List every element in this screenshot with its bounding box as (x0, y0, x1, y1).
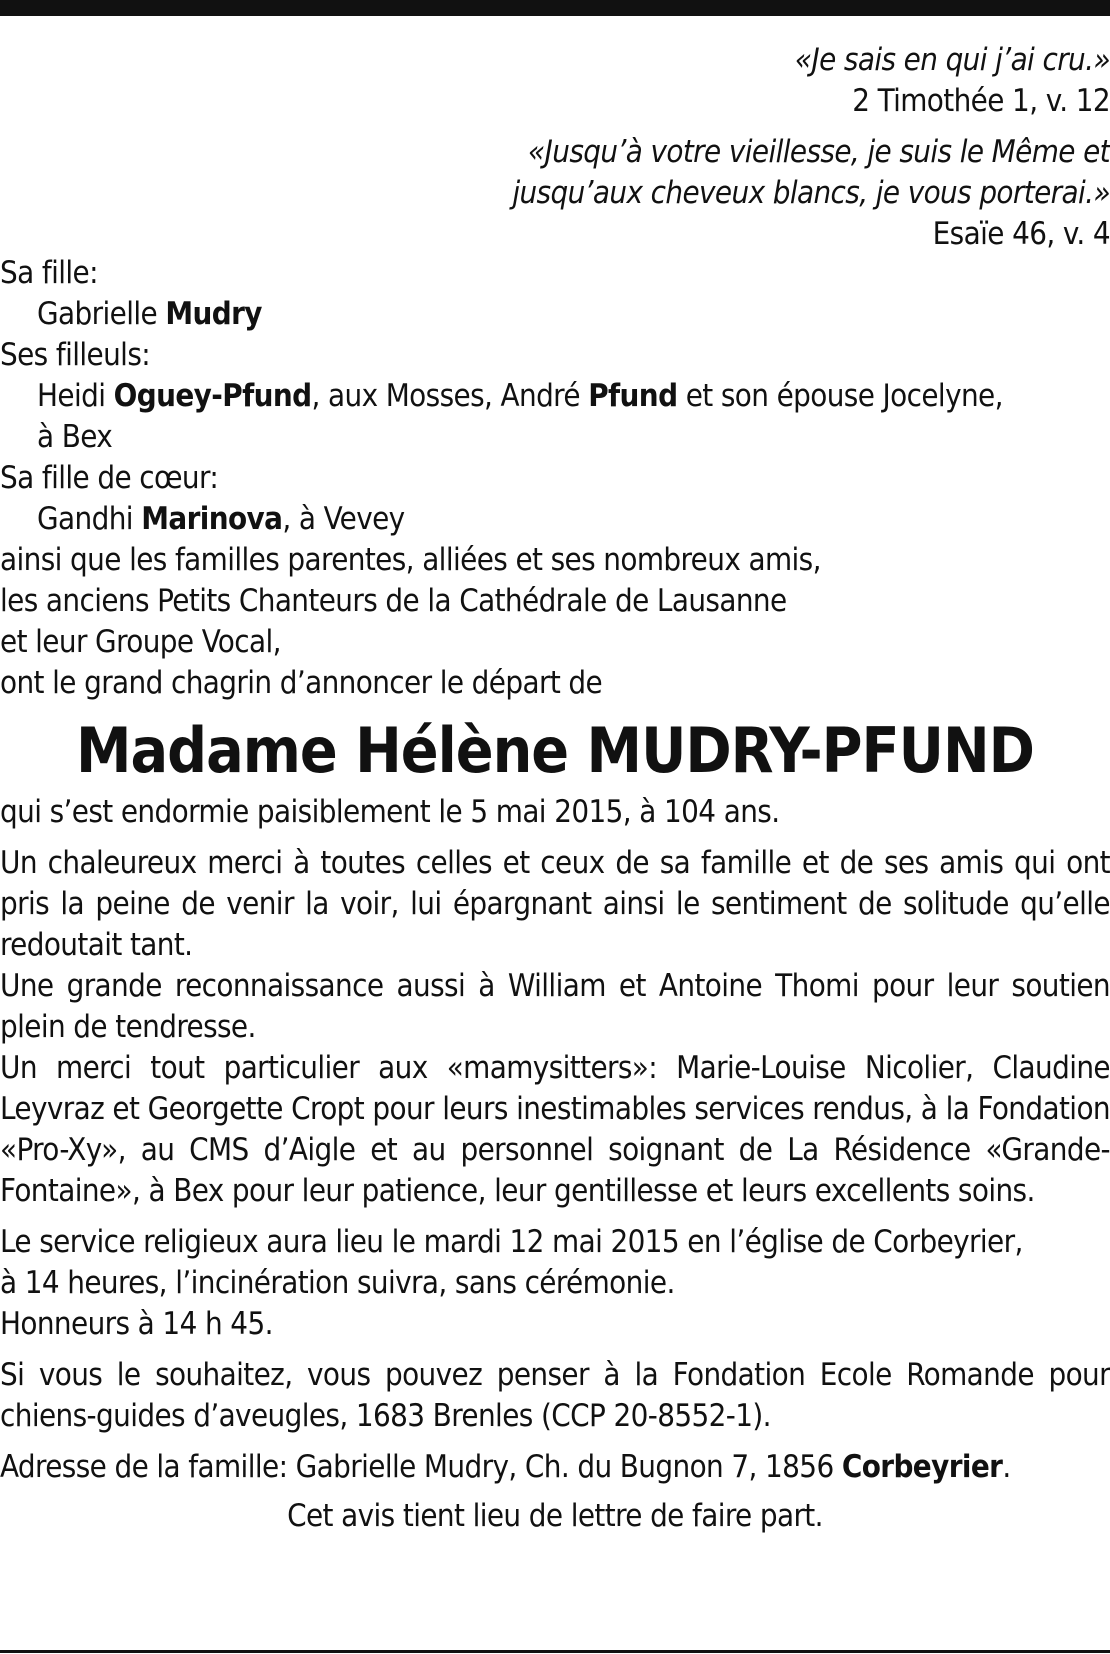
godchild1-first-name: Heidi (37, 378, 106, 414)
quote-2-line-1: «Jusqu’à votre vieillesse, je suis le Même et (528, 134, 1110, 170)
quote-1-line-1: «Je sais en qui j’ai cru.» (794, 42, 1110, 78)
godchild1-place: , aux Mosses, André (311, 378, 580, 414)
address-end: . (1002, 1449, 1011, 1485)
quote-1 (0, 40, 1110, 122)
thanks-paragraph-2: Une grande reconnaissance aussi à William et Antoine Thomi pour leur soutien plein de tendresse. (0, 968, 1110, 1045)
godchild2-last-name: Pfund (588, 378, 678, 414)
donation-text: Si vous le souhaitez, vous pouvez penser à la Fondation Ecole Romande pour chiens-guides d’aveugles, 1683 Brenles (CCP 20-8552-1). (0, 1357, 1110, 1434)
godchildren-entry (0, 376, 1110, 417)
others-line-4: ont le grand chagrin d’annoncer le départ de (0, 665, 603, 701)
address-locality: Corbeyrier (841, 1449, 1003, 1485)
daughter-entry (0, 294, 1110, 335)
bottom-rule (0, 1650, 1110, 1653)
daughter-label: Sa fille: (0, 255, 98, 291)
deceased-name: Madame Hélène MUDRY-PFUND (76, 714, 1034, 787)
family-address (0, 1447, 1110, 1488)
thanks-paragraph-3: Un merci tout particulier aux «mamysitters»: Marie-Louise Nicolier, Claudine Leyvraz et Georgette Cropt pour leurs inestimables services rendus, à la Fondation «Pro-Xy», au CMS d’Aigle et au personnel soignant de La Résidence «Grande-Fontaine», à Bex pour leur patience, leur gentillesse et leurs excellents soins. (0, 1050, 1110, 1209)
others-line-2: les anciens Petits Chanteurs de la Cathédrale de Lausanne (0, 583, 787, 619)
others-line-3: et leur Groupe Vocal, (0, 624, 281, 660)
godchild1-last-name: Oguey-Pfund (113, 378, 312, 414)
daughter-last-name: Mudry (165, 296, 262, 332)
heart-daughter-label: Sa fille de cœur: (0, 460, 219, 496)
bible-quotes (0, 40, 1110, 255)
service-line-2: à 14 heures, l’incinération suivra, sans cérémonie. (0, 1265, 675, 1301)
address-text: Adresse de la famille: Gabrielle Mudry, Ch. du Bugnon 7, 1856 (0, 1449, 834, 1485)
heart-daughter-place: , à Vevey (282, 501, 405, 537)
quote-1-reference: 2 Timothée 1, v. 12 (852, 83, 1110, 119)
service-info (0, 1222, 1110, 1345)
godchildren-label: Ses filleuls: (0, 337, 151, 373)
others-line-1: ainsi que les familles parentes, alliées et ses nombreux amis, (0, 542, 821, 578)
heart-daughter-entry (0, 499, 1110, 540)
godchild2-rest: et son épouse Jocelyne, (685, 378, 1003, 414)
thanks-paragraph-1: Un chaleureux merci à toutes celles et ceux de sa famille et de ses amis qui ont pris la peine de venir la voir, lui épargnant ainsi le sentiment de solitude qu’elle redoutait tant. (0, 845, 1110, 963)
godchild2-place: à Bex (37, 419, 113, 455)
closing-note: Cet avis tient lieu de lettre de faire part. (287, 1498, 823, 1534)
quote-2-line-2: jusqu’aux cheveux blancs, je vous porterai.» (512, 175, 1110, 211)
heart-daughter-last-name: Marinova (141, 501, 283, 537)
death-line: qui s’est endormie paisiblement le 5 mai 2015, à 104 ans. (0, 794, 780, 830)
family-list (0, 253, 1110, 704)
obituary-notice (0, 18, 1110, 1537)
daughter-first-name: Gabrielle (37, 296, 158, 332)
honours-line: Honneurs à 14 h 45. (0, 1306, 273, 1342)
quote-2-reference: Esaïe 46, v. 4 (932, 216, 1110, 252)
heart-daughter-first-name: Gandhi (37, 501, 133, 537)
top-rule (0, 0, 1110, 16)
quote-2 (0, 132, 1110, 255)
service-line-1: Le service religieux aura lieu le mardi 12 mai 2015 en l’église de Corbeyrier, (0, 1224, 1023, 1260)
